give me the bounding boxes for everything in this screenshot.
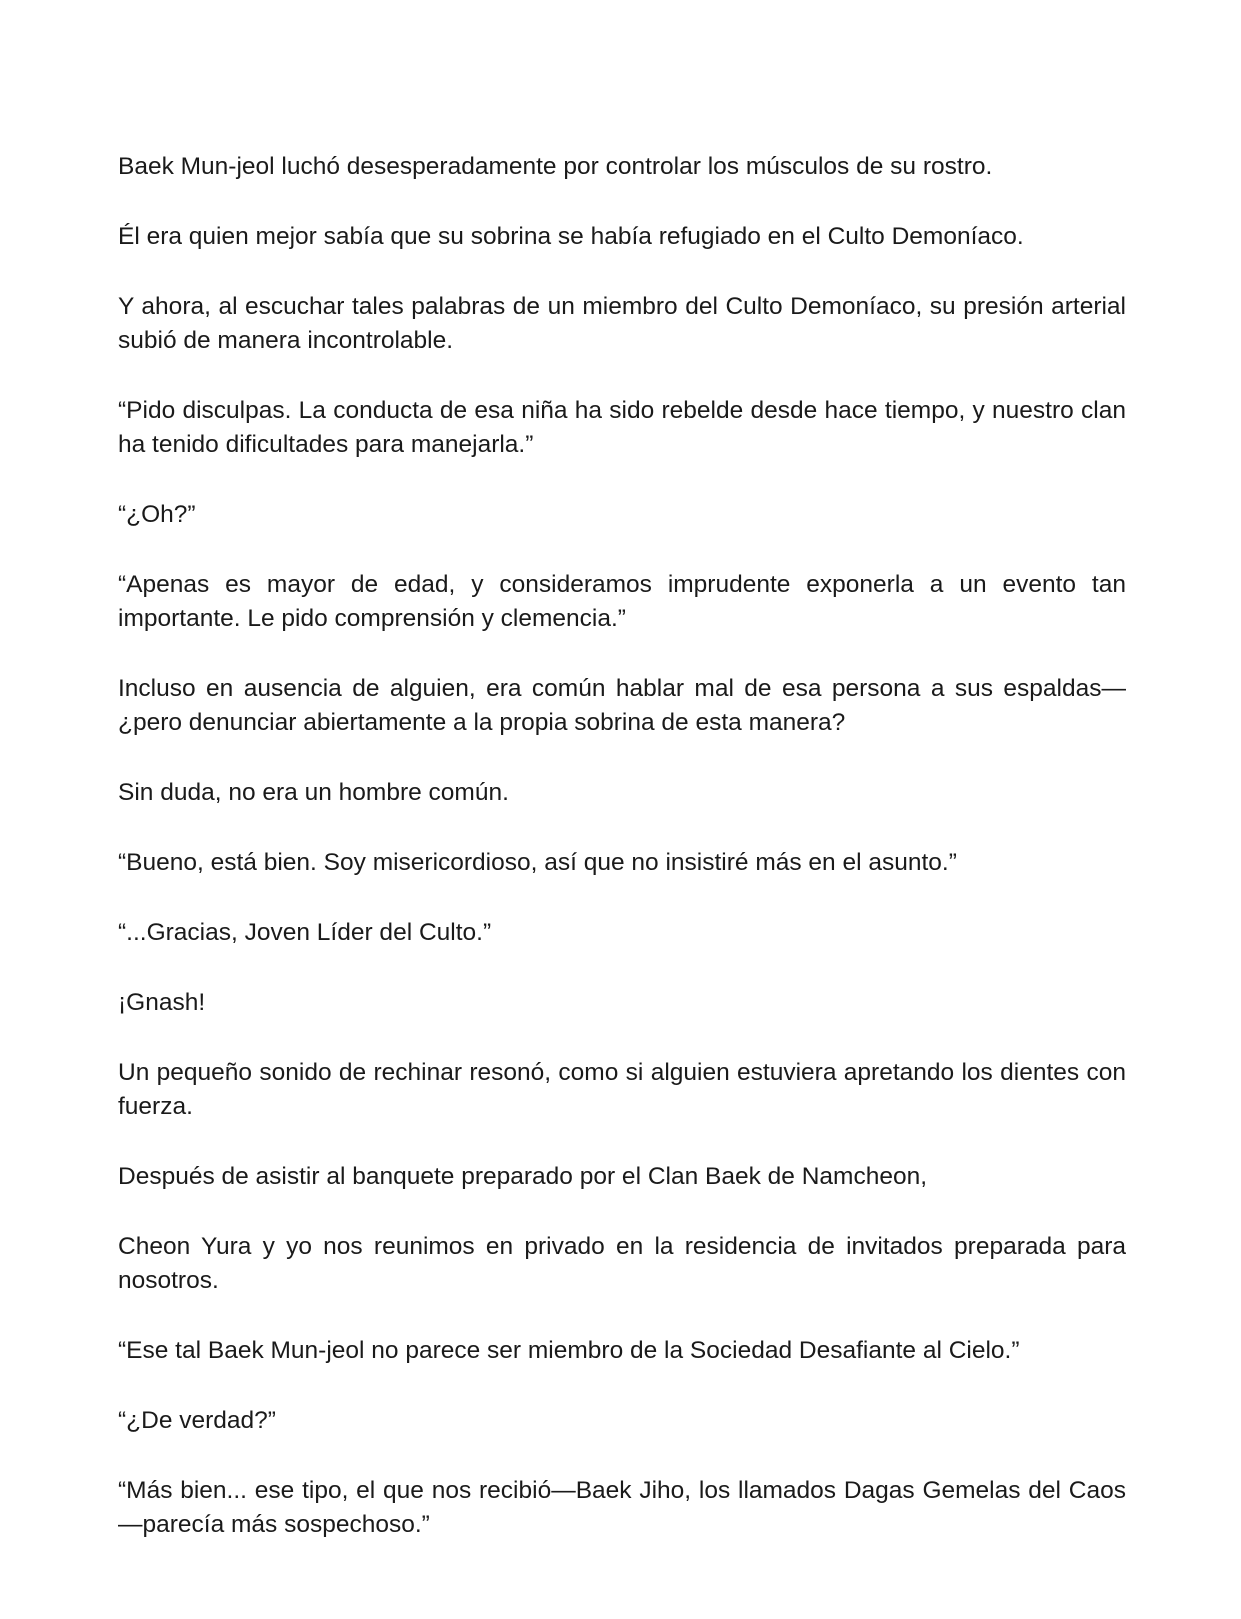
paragraph: Incluso en ausencia de alguien, era común hablar mal de esa persona a sus espaldas—¿pero denunciar abiertamente a la propia sobrina de esta manera?	[118, 675, 1126, 736]
paragraph: “Pido disculpas. La conducta de esa niña ha sido rebelde desde hace tiempo, y nuestro clan ha tenido dificultades para manejarla.”	[118, 397, 1126, 458]
paragraph: “Bueno, está bien. Soy misericordioso, así que no insistiré más en el asunto.”	[118, 849, 957, 876]
paragraph: “Apenas es mayor de edad, y consideramos imprudente exponerla a un evento tan importante. Le pido comprensión y clemencia.”	[118, 571, 1126, 632]
paragraph: Él era quien mejor sabía que su sobrina se había refugiado en el Culto Demoníaco.	[118, 223, 1024, 250]
paragraph: “¿De verdad?”	[118, 1407, 276, 1434]
paragraph: “¿Oh?”	[118, 501, 196, 528]
paragraph: Y ahora, al escuchar tales palabras de un miembro del Culto Demoníaco, su presión arterial subió de manera incontrolable.	[118, 293, 1126, 354]
document-body	[118, 150, 1126, 1578]
paragraph: Baek Mun-jeol luchó desesperadamente por controlar los músculos de su rostro.	[118, 153, 993, 180]
paragraph: Después de asistir al banquete preparado por el Clan Baek de Namcheon,	[118, 1163, 928, 1190]
paragraph: Un pequeño sonido de rechinar resonó, como si alguien estuviera apretando los dientes con fuerza.	[118, 1059, 1126, 1120]
paragraph: Cheon Yura y yo nos reunimos en privado en la residencia de invitados preparada para nosotros.	[118, 1233, 1126, 1294]
paragraph: Sin duda, no era un hombre común.	[118, 779, 509, 806]
paragraph: “...Gracias, Joven Líder del Culto.”	[118, 919, 492, 946]
paragraph: “Ese tal Baek Mun-jeol no parece ser miembro de la Sociedad Desafiante al Cielo.”	[118, 1337, 1020, 1364]
paragraph: ¡Gnash!	[118, 989, 206, 1016]
paragraph: “Más bien... ese tipo, el que nos recibió—Baek Jiho, los llamados Dagas Gemelas del Caos—parecía más sospechoso.”	[118, 1477, 1126, 1538]
